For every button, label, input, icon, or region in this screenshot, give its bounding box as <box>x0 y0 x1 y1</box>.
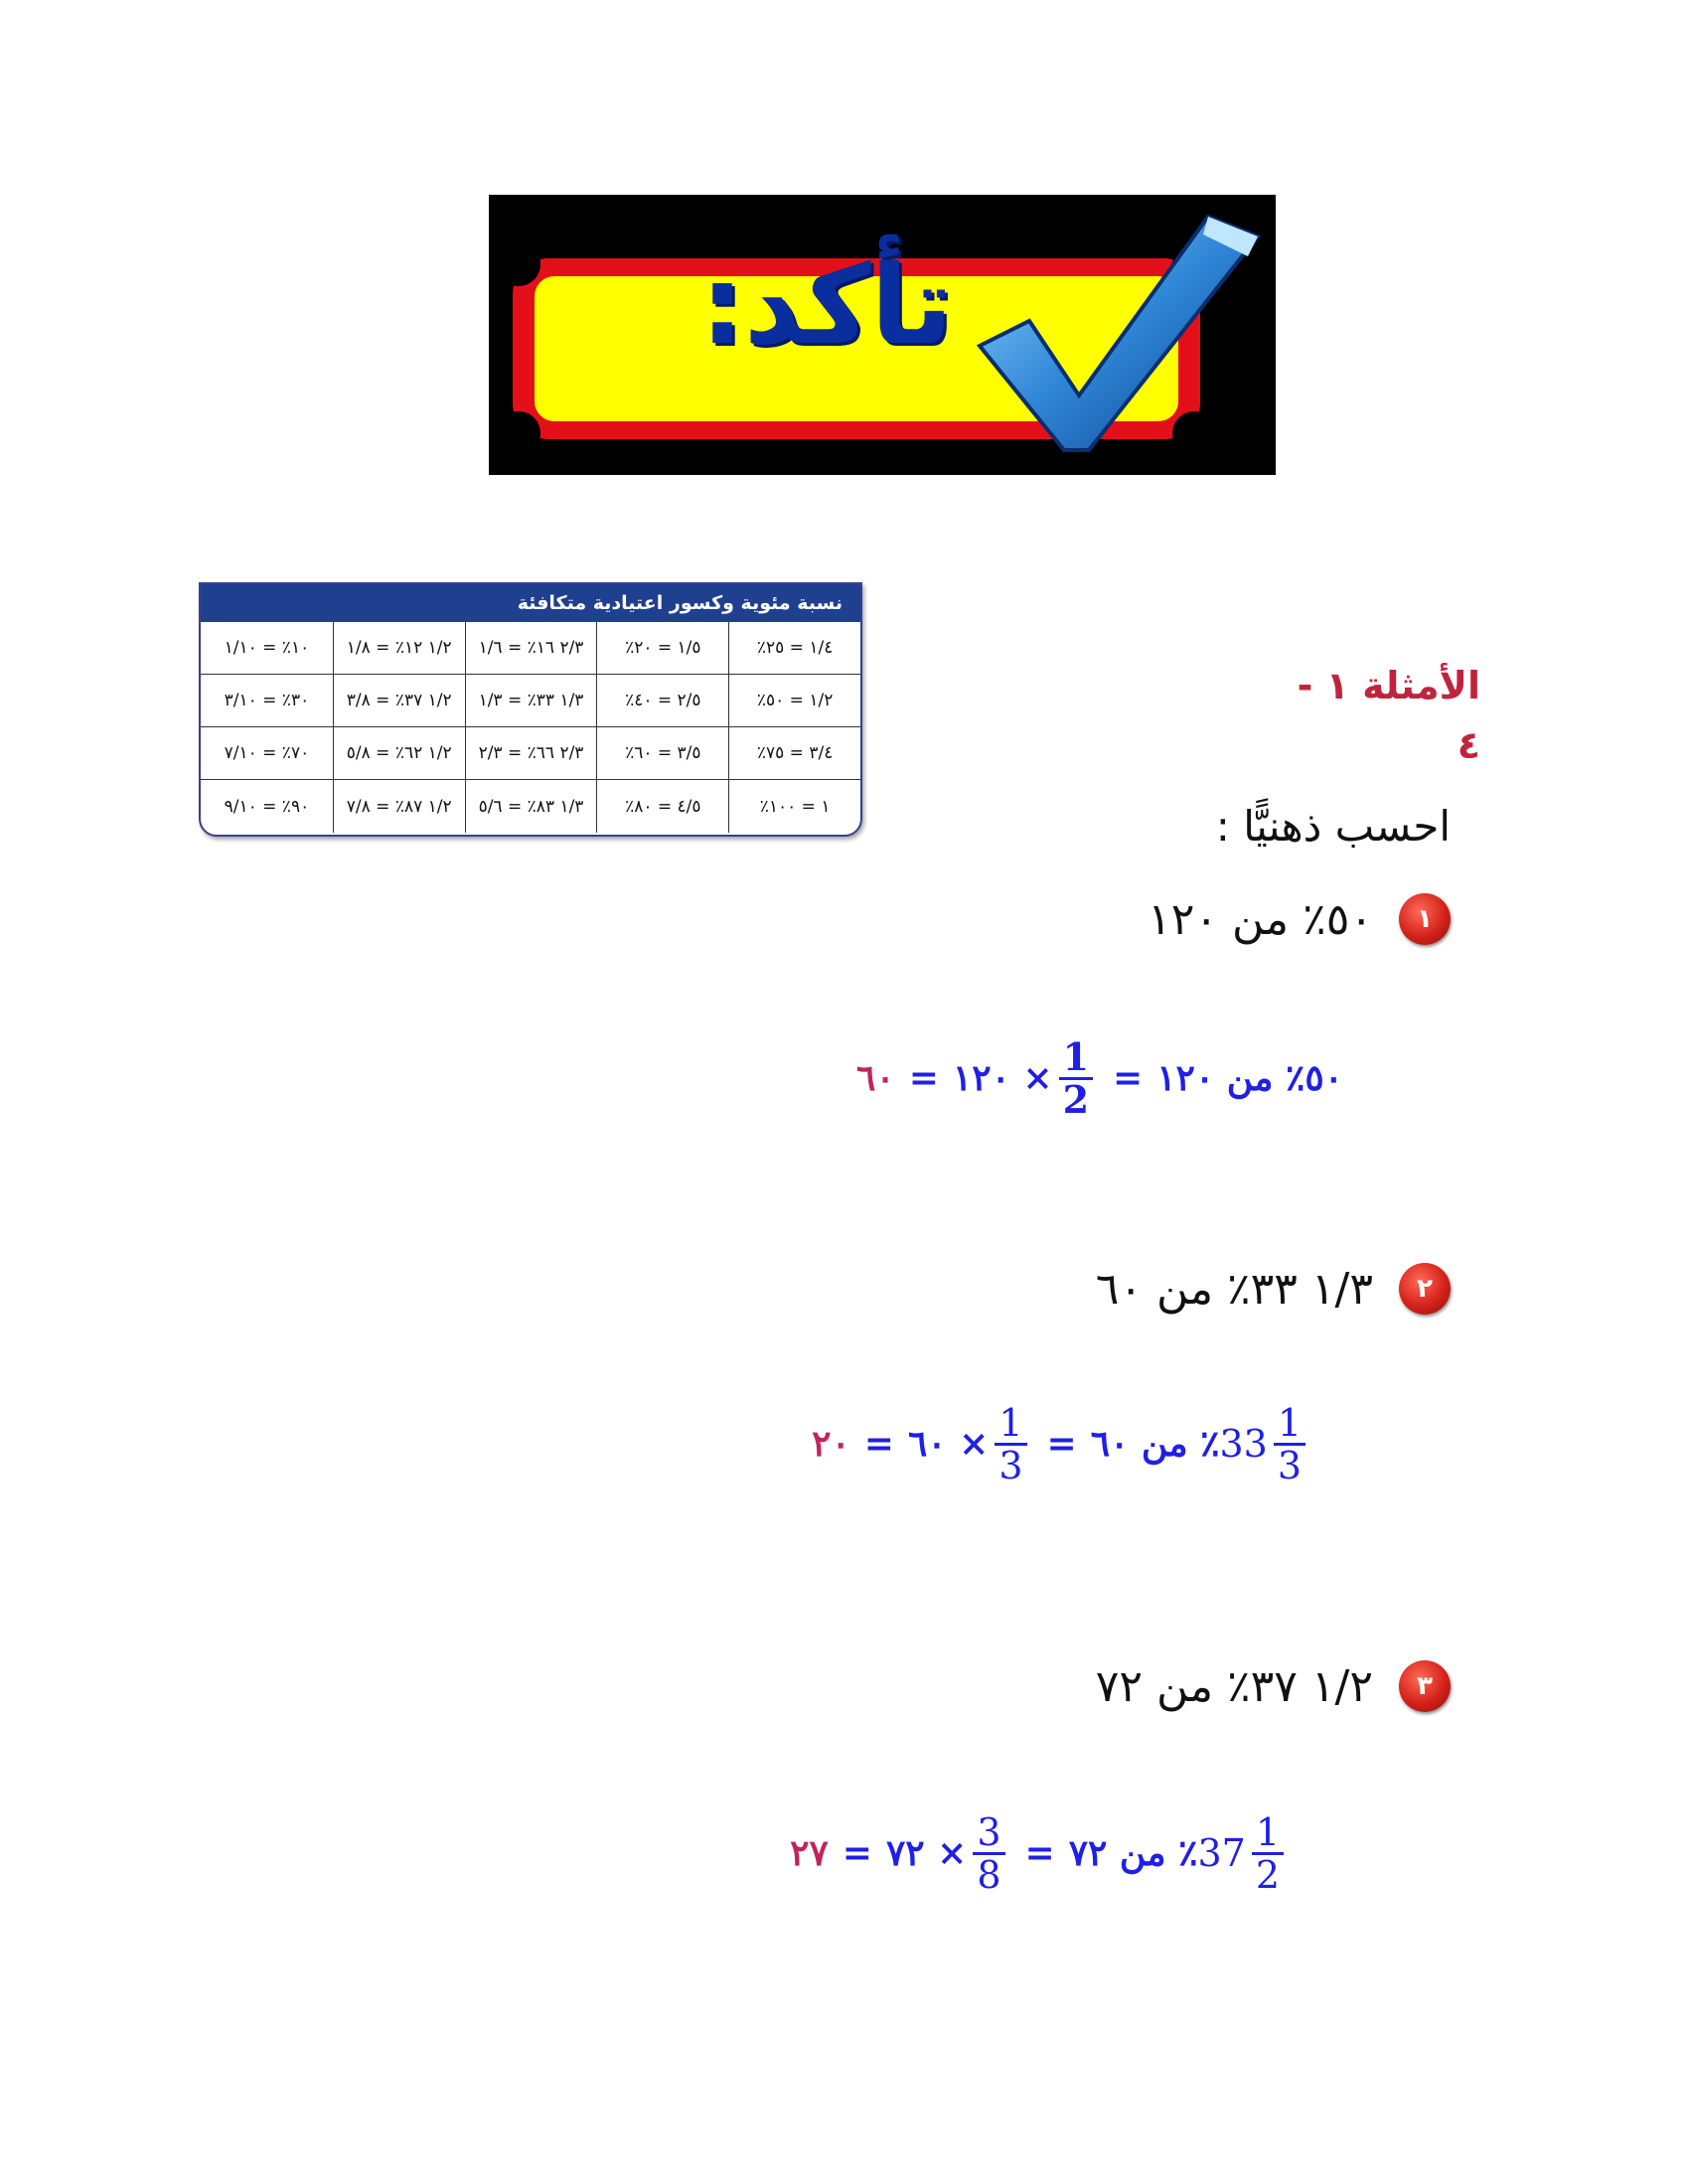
table-cell: ٣/٥ = ٦٠٪ <box>596 727 728 780</box>
exercise-text: ١/٢ ٣٧٪ من ٧٢ <box>1095 1660 1373 1712</box>
mixed-whole: 37 <box>1197 1831 1246 1875</box>
table-cell: ٢/٣ ١٦٪ = ١/٦ <box>465 622 597 675</box>
table-cell: ١/٢ ٣٧٪ = ٣/٨ <box>333 675 465 727</box>
exercise-item <box>1096 1651 1451 1721</box>
solution-1 <box>856 1033 1343 1123</box>
exercise-item <box>1096 1254 1451 1324</box>
mixed-number <box>1219 1400 1311 1487</box>
equals-sign: = <box>908 1057 939 1099</box>
table-cell: ١/٢ ٨٧٪ = ٧/٨ <box>333 780 465 833</box>
table-cell: ١/٢ ٦٢٪ = ٥/٨ <box>333 727 465 780</box>
fraction-numerator: 1 <box>1059 1037 1093 1080</box>
fraction <box>995 1400 1026 1487</box>
fraction-numerator: 1 <box>995 1403 1026 1446</box>
times-term: × ١٢٠ <box>952 1057 1053 1099</box>
equals-sign: = <box>1113 1057 1144 1099</box>
fraction <box>973 1809 1004 1897</box>
fraction-numerator: 3 <box>973 1812 1004 1855</box>
fraction-denominator: 2 <box>1255 1852 1280 1897</box>
fraction <box>1252 1809 1284 1897</box>
fraction-denominator: 2 <box>1062 1076 1090 1122</box>
mixed-whole: 33 <box>1219 1422 1268 1466</box>
table-cell: ٣/٤ = ٧٥٪ <box>728 727 860 780</box>
mixed-number <box>1197 1809 1290 1897</box>
fraction <box>1059 1033 1093 1122</box>
solution-result: ٢٠ <box>812 1423 850 1465</box>
table-cell: ١/٢ ١٢٪ = ١/٨ <box>333 622 465 675</box>
solution-2 <box>812 1399 1311 1488</box>
solution-lhs: ٥٠٪ من ١٢٠ <box>1156 1057 1343 1099</box>
table-cell: ١/٥ = ٢٠٪ <box>596 622 728 675</box>
solution-lhs: ٪ من ٧٢ <box>1068 1832 1198 1874</box>
equals-sign: = <box>1024 1832 1055 1874</box>
table-cell: ١/٤ = ٢٥٪ <box>728 622 860 675</box>
solution-result: ٦٠ <box>856 1057 895 1099</box>
table-cell: ١/٣ ٣٣٪ = ١/٣ <box>465 675 597 727</box>
fraction-denominator: 3 <box>1277 1443 1302 1487</box>
banner-title: تأكد: <box>699 241 954 369</box>
number-badge: ٢ <box>1399 1263 1451 1315</box>
equals-sign: = <box>1046 1423 1077 1465</box>
exercise-text: ١/٣ ٣٣٪ من ٦٠ <box>1095 1263 1373 1315</box>
table-cell: ٢/٥ = ٤٠٪ <box>596 675 728 727</box>
times-term: × ٦٠ <box>907 1423 990 1465</box>
reference-table-title: نسبة مئوية وكسور اعتيادية متكافئة <box>201 584 860 622</box>
table-cell: ١/٢ = ٥٠٪ <box>728 675 860 727</box>
solution-result: ٢٧ <box>790 1832 829 1874</box>
checkmark-icon <box>960 197 1268 465</box>
check-banner <box>489 195 1276 475</box>
table-cell: ٣٠٪ = ٣/١٠ <box>201 675 333 727</box>
fraction-numerator: 1 <box>1252 1812 1284 1855</box>
times-term: × ٧٢ <box>885 1832 968 1874</box>
table-cell: ٩٠٪ = ٩/١٠ <box>224 796 310 817</box>
fraction <box>1274 1400 1305 1487</box>
exercise-item <box>1148 884 1451 954</box>
number-badge: ١ <box>1399 893 1451 945</box>
equals-sign: = <box>863 1423 894 1465</box>
fraction-denominator: 3 <box>998 1443 1023 1487</box>
banner-corner <box>497 411 540 455</box>
table-cell: ١/٣ ٨٣٪ = ٥/٦ <box>465 780 597 833</box>
instruction-text: احسب ذهنيًّا : <box>1215 802 1451 851</box>
table-cell: ٧٠٪ = ٧/١٠ <box>201 727 333 780</box>
solution-3 <box>790 1808 1290 1898</box>
table-cell: ٤/٥ = ٨٠٪ <box>596 780 728 833</box>
table-cell: ١٠٪ = ١/١٠ <box>201 622 333 675</box>
fraction-denominator: 8 <box>977 1852 1001 1897</box>
reference-table-grid <box>201 622 860 833</box>
reference-table <box>199 582 862 837</box>
number-badge: ٣ <box>1399 1660 1451 1712</box>
fraction-numerator: 1 <box>1274 1403 1305 1446</box>
examples-heading: الأمثلة ١ - ٤ <box>1297 664 1480 767</box>
table-cell: ١ = ١٠٠٪ <box>728 780 860 833</box>
solution-lhs: ٪ من ٦٠ <box>1090 1423 1220 1465</box>
table-cell: ٢/٣ ٦٦٪ = ٢/٣ <box>465 727 597 780</box>
equals-sign: = <box>842 1832 872 1874</box>
banner-corner <box>497 242 540 286</box>
exercise-text: ٥٠٪ من ١٢٠ <box>1148 893 1373 945</box>
